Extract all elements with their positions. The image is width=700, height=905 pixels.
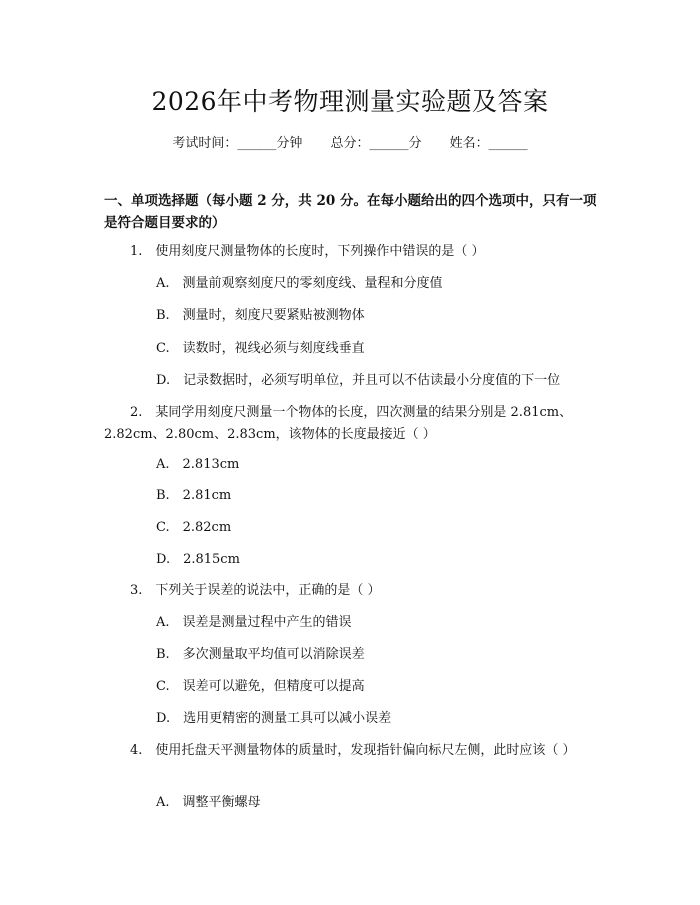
question-1-option-a: A. 测量前观察刻度尺的零刻度线、量程和分度值 [156,276,443,291]
question-2-option-d: D. 2.815cm [156,552,240,567]
exam-info-line [0,132,700,151]
question-3-option-c: C. 误差可以避免，但精度可以提高 [156,679,365,694]
question-1-option-d: D. 记录数据时，必须写明单位，并且可以不估读最小分度值的下一位 [156,373,561,388]
document-title: 2026年中考物理测量实验题及答案 [151,87,549,116]
question-4-text: 4. 使用托盘天平测量物体的质量时，发现指针偏向标尺左侧，此时应该（ ） [130,743,576,758]
question-3-text: 3. 下列关于误差的说法中，正确的是（ ） [130,583,381,598]
question-2-option-c: C. 2.82cm [156,520,232,535]
exam-name-field: 姓名：______ [449,136,528,151]
question-2-option-b: B. 2.81cm [156,488,232,503]
question-3-option-d: D. 选用更精密的测量工具可以减小误差 [156,711,392,726]
exam-score-field: 总分：______分 [330,136,422,151]
question-3-option-b: B. 多次测量取平均值可以消除误差 [156,647,365,662]
question-2-option-a: A. 2.813cm [156,457,240,472]
question-3-option-a: A. 误差是测量过程中产生的错误 [156,615,352,630]
question-2-text: 2. 某同学用刻度尺测量一个物体的长度，四次测量的结果分别是 2.81cm、2.82cm、2.80cm、2.83cm，该物体的长度最接近（ ） [104,405,573,442]
question-1-option-c: C. 读数时，视线必须与刻度线垂直 [156,341,365,356]
question-4-option-a: A. 调整平衡螺母 [156,795,261,810]
question-1-option-b: B. 测量时，刻度尺要紧贴被测物体 [156,308,365,323]
section-heading: 一、单项选择题（每小题 2 分，共 20 分。在每小题给出的四个选项中，只有一项是符合题目要求的） [104,193,597,231]
exam-time-field: 考试时间：______分钟 [172,136,303,151]
question-1-text: 1. 使用刻度尺测量物体的长度时，下列操作中错误的是（ ） [130,244,485,259]
